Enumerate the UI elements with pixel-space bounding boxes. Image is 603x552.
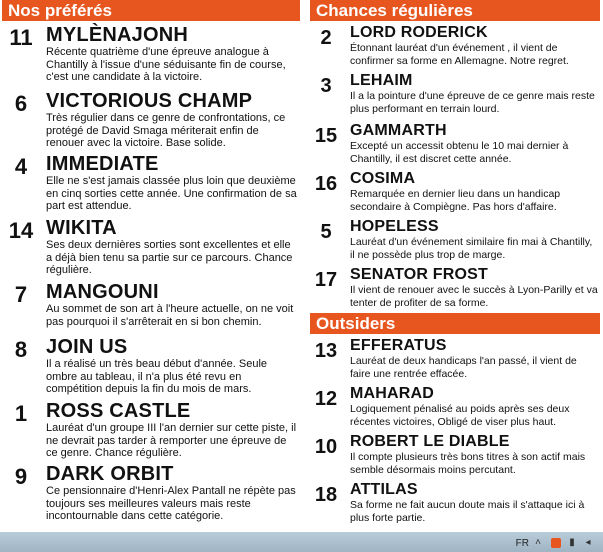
horse-number: 17	[314, 269, 338, 291]
horse-name: COSIMA	[350, 170, 416, 187]
horse-description: Très régulier dans ce genre de confrontations, ce protégé de David Smaga mériterait enfin de renouer avec la victoire. Base solide.	[46, 112, 286, 149]
horse-entry	[310, 481, 600, 527]
horse-entry	[310, 218, 600, 264]
horse-entry	[310, 385, 600, 431]
horse-description: Excepté un accessit obtenu le 10 mai dernier à Chantilly, il est discret cette année.	[350, 140, 569, 165]
horse-entry	[310, 433, 600, 479]
horse-entry	[2, 281, 300, 343]
horse-entry	[2, 400, 300, 462]
horse-description: Il a réalisé un très beau début d'année. Seule ombre au tableau, il n'a plus été revu en compétition depuis la fin du mois de mars.	[46, 358, 268, 395]
horse-name: MANGOUNI	[46, 281, 159, 303]
horse-name: JOIN US	[46, 336, 128, 358]
horse-number: 6	[14, 91, 28, 116]
horse-number: 8	[14, 337, 28, 362]
horse-name: GAMMARTH	[350, 122, 447, 139]
horse-number: 10	[314, 436, 338, 458]
horse-entry	[310, 72, 600, 118]
chevron-up-icon[interactable]: ˄	[535, 537, 541, 548]
horse-number: 3	[320, 75, 332, 97]
column-divider	[304, 0, 305, 530]
horse-description: Remarquée en dernier lieu dans un handicap secondaire à Compiègne. Pas hors d'affaire.	[350, 188, 561, 213]
horse-entry	[2, 217, 300, 279]
horse-name: IMMEDIATE	[46, 153, 159, 175]
horse-description: Il a la pointure d'une épreuve de ce genre mais reste plus performant en terrain lourd.	[350, 90, 595, 115]
horse-entry	[310, 24, 600, 70]
horse-number: 7	[14, 282, 28, 307]
horse-entry	[310, 337, 600, 383]
horse-description: Au sommet de son art à l'heure actuelle, on ne voit pas pourquoi il s'arrêterait en si bon chemin.	[46, 303, 294, 328]
horse-description: Lauréat d'un groupe III l'an dernier sur cette piste, il ne devrait pas tarder à remporter une épreuve de ce genre. Chance régulière.	[46, 422, 297, 459]
horse-number: 1	[14, 401, 28, 426]
favorites-column	[2, 0, 300, 530]
section-header-outsiders: Outsiders	[310, 313, 600, 334]
network-icon[interactable]: ▮	[569, 537, 575, 548]
section-header-favorites: Nos préférés	[2, 0, 300, 21]
horse-description: Lauréat d'un événement similaire fin mai à Chantilly, il ne possède plus trop de marge.	[350, 236, 593, 261]
horse-name: ATTILAS	[350, 481, 418, 498]
horse-number: 12	[314, 388, 338, 410]
horse-entry	[2, 90, 300, 152]
regular-chances-column	[310, 0, 600, 530]
horse-description: Elle ne s'est jamais classée plus loin que deuxième en cinq sorties cette année. Une confirmation de sa part est attendue.	[46, 175, 297, 212]
horse-description: Ses deux dernières sorties sont excellentes et elle a déjà bien tenu sa partie sur ce parcours. Chance régulière.	[46, 239, 293, 276]
horse-entry	[310, 170, 600, 216]
horse-name: ROSS CASTLE	[46, 400, 191, 422]
horse-description: Sa forme ne fait aucun doute mais il s'attaque ici à plus forte partie.	[350, 499, 585, 524]
horse-number: 16	[314, 173, 338, 195]
horse-name: HOPELESS	[350, 218, 439, 235]
horse-name: ROBERT LE DIABLE	[350, 433, 510, 450]
horse-name: MAHARAD	[350, 385, 435, 402]
notification-icon[interactable]	[551, 538, 561, 548]
volume-icon[interactable]: ◂	[585, 537, 591, 548]
horse-name: LORD RODERICK	[350, 24, 488, 41]
horse-entry	[2, 153, 300, 215]
horse-description: Récente quatrième d'une épreuve analogue à Chantilly à l'issue d'une séduisante fin de course, c'est une candidate à la victoire.	[46, 46, 286, 83]
horse-number: 14	[8, 218, 34, 243]
horse-entry	[310, 266, 600, 312]
horse-name: MYLÈNAJONH	[46, 24, 189, 46]
horse-name: DARK ORBIT	[46, 463, 174, 485]
horse-name: VICTORIOUS CHAMP	[46, 90, 253, 112]
horse-name: WIKITA	[46, 217, 117, 239]
horse-number: 11	[9, 25, 33, 50]
horse-name: EFFERATUS	[350, 337, 447, 354]
horse-number: 4	[14, 154, 28, 179]
horse-number: 15	[314, 125, 338, 147]
horse-description: Il compte plusieurs très bons titres à son actif mais semble désormais moins percutant.	[350, 451, 586, 476]
horse-description: Il vient de renouer avec le succès à Lyon-Parilly et va tenter de profiter de sa forme.	[350, 284, 598, 309]
horse-description: Ce pensionnaire d'Henri-Alex Pantall ne répète pas toujours ses meilleures valeurs mais reste incontournable dans cette catégorie.	[46, 485, 296, 522]
horse-entry	[310, 122, 600, 168]
horse-entry	[2, 336, 300, 398]
horse-number: 9	[14, 464, 28, 489]
taskbar	[0, 532, 603, 552]
section-header-regular-chances: Chances régulières	[310, 0, 600, 21]
language-indicator[interactable]: FR	[515, 538, 529, 549]
horse-name: LEHAIM	[350, 72, 413, 89]
horse-description: Étonnant lauréat d'un événement , il vient de confirmer sa forme en Allemagne. Notre regret.	[350, 42, 569, 67]
horse-number: 2	[320, 27, 332, 49]
horse-number: 5	[320, 221, 332, 243]
horse-number: 18	[314, 484, 338, 506]
horse-description: Logiquement pénalisé au poids après ses deux récentes victoires, Obligé de viser plus haut.	[350, 403, 570, 428]
horse-description: Lauréat de deux handicaps l'an passé, il vient de faire une rentrée effacée.	[350, 355, 577, 380]
horse-number: 13	[314, 340, 338, 362]
horse-name: SENATOR FROST	[350, 266, 489, 283]
horse-entry	[2, 24, 300, 86]
horse-entry	[2, 463, 300, 525]
